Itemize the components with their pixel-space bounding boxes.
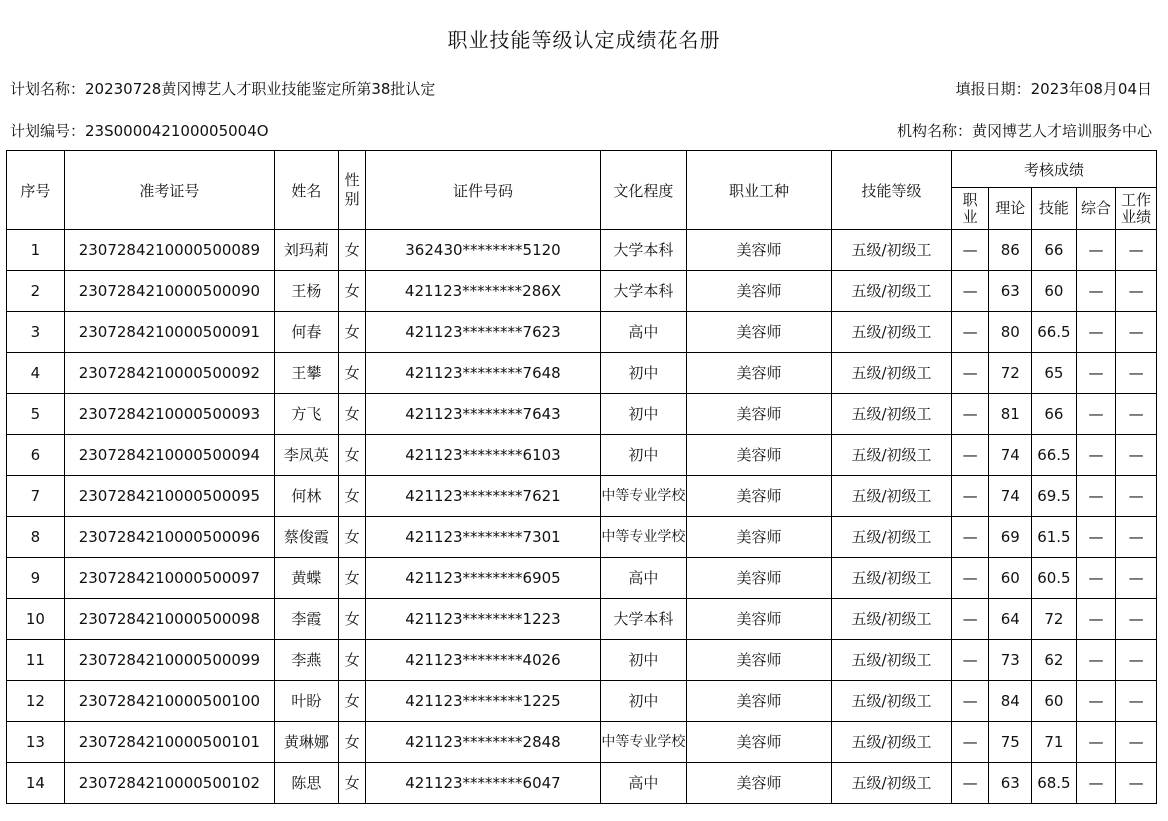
cell-gender: 女 — [338, 763, 365, 804]
table-row — [7, 722, 1157, 763]
cell-skill: 68.5 — [1032, 763, 1077, 804]
cell-theory: 75 — [989, 722, 1032, 763]
cell-name: 王杨 — [274, 271, 338, 312]
cell-occupation: 美容师 — [686, 681, 831, 722]
cell-exam-no: 2307284210000500097 — [64, 558, 274, 599]
cell-occupation: 美容师 — [686, 763, 831, 804]
cell-education: 初中 — [600, 353, 686, 394]
cell-skill-level: 五级/初级工 — [832, 435, 952, 476]
cell-work: — — [1116, 312, 1157, 353]
cell-seq: 7 — [7, 476, 65, 517]
cell-seq: 3 — [7, 312, 65, 353]
cell-work: — — [1116, 558, 1157, 599]
cell-work: — — [1116, 230, 1157, 271]
cell-education: 初中 — [600, 640, 686, 681]
header-ethics — [951, 188, 989, 230]
cell-id-no: 421123********7623 — [366, 312, 600, 353]
cell-occupation: 美容师 — [686, 476, 831, 517]
cell-theory: 72 — [989, 353, 1032, 394]
cell-work: — — [1116, 517, 1157, 558]
cell-ethics: — — [951, 517, 989, 558]
cell-occupation: 美容师 — [686, 353, 831, 394]
cell-id-no: 421123********286X — [366, 271, 600, 312]
cell-ethics: — — [951, 271, 989, 312]
header-gender-line2: 别 — [344, 190, 360, 208]
cell-occupation: 美容师 — [686, 599, 831, 640]
cell-name: 方飞 — [274, 394, 338, 435]
cell-seq: 9 — [7, 558, 65, 599]
cell-exam-no: 2307284210000500102 — [64, 763, 274, 804]
cell-id-no: 421123********6905 — [366, 558, 600, 599]
cell-seq: 5 — [7, 394, 65, 435]
cell-theory: 64 — [989, 599, 1032, 640]
header-overall: 综合 — [1076, 188, 1116, 230]
cell-education: 高中 — [600, 558, 686, 599]
cell-gender: 女 — [338, 353, 365, 394]
table-row — [7, 681, 1157, 722]
cell-education: 大学本科 — [600, 271, 686, 312]
cell-skill: 66 — [1032, 230, 1077, 271]
cell-seq: 10 — [7, 599, 65, 640]
header-skill: 技能 — [1032, 188, 1077, 230]
cell-work: — — [1116, 722, 1157, 763]
table-row — [7, 763, 1157, 804]
cell-overall: — — [1076, 517, 1116, 558]
cell-work: — — [1116, 394, 1157, 435]
header-scores-group: 考核成绩 — [951, 151, 1156, 188]
cell-theory: 69 — [989, 517, 1032, 558]
header-ethics-line1: 职 — [962, 190, 978, 209]
cell-ethics: — — [951, 230, 989, 271]
cell-exam-no: 2307284210000500089 — [64, 230, 274, 271]
cell-skill-level: 五级/初级工 — [832, 394, 952, 435]
cell-id-no: 421123********7301 — [366, 517, 600, 558]
cell-id-no: 421123********7648 — [366, 353, 600, 394]
cell-seq: 13 — [7, 722, 65, 763]
header-id-no: 证件号码 — [366, 151, 600, 230]
cell-work: — — [1116, 640, 1157, 681]
cell-skill-level: 五级/初级工 — [832, 517, 952, 558]
header-work — [1116, 188, 1157, 230]
cell-overall: — — [1076, 394, 1116, 435]
roster-body — [7, 230, 1157, 804]
cell-work: — — [1116, 681, 1157, 722]
cell-skill-level: 五级/初级工 — [832, 476, 952, 517]
cell-gender: 女 — [338, 681, 365, 722]
cell-occupation: 美容师 — [686, 640, 831, 681]
org-name: 机构名称：黄冈博艺人才培训服务中心 — [896, 122, 1152, 140]
cell-overall: — — [1076, 558, 1116, 599]
cell-skill-level: 五级/初级工 — [832, 230, 952, 271]
cell-theory: 60 — [989, 558, 1032, 599]
table-row — [7, 394, 1157, 435]
cell-education: 大学本科 — [600, 230, 686, 271]
cell-id-no: 421123********7621 — [366, 476, 600, 517]
cell-theory: 74 — [989, 476, 1032, 517]
page-title: 职业技能等级认定成绩花名册 — [447, 28, 721, 52]
cell-theory: 74 — [989, 435, 1032, 476]
table-row — [7, 517, 1157, 558]
cell-skill: 72 — [1032, 599, 1077, 640]
cell-id-no: 421123********6047 — [366, 763, 600, 804]
cell-occupation: 美容师 — [686, 517, 831, 558]
cell-occupation: 美容师 — [686, 394, 831, 435]
header-occupation: 职业工种 — [686, 151, 831, 230]
cell-gender: 女 — [338, 599, 365, 640]
cell-ethics: — — [951, 435, 989, 476]
cell-occupation: 美容师 — [686, 722, 831, 763]
cell-gender: 女 — [338, 312, 365, 353]
cell-work: — — [1116, 435, 1157, 476]
score-roster-table — [6, 150, 1157, 804]
cell-id-no: 421123********1225 — [366, 681, 600, 722]
cell-ethics: — — [951, 312, 989, 353]
cell-name: 李燕 — [274, 640, 338, 681]
header-seq: 序号 — [7, 151, 65, 230]
cell-seq: 2 — [7, 271, 65, 312]
cell-name: 陈思 — [274, 763, 338, 804]
cell-id-no: 421123********7643 — [366, 394, 600, 435]
cell-gender: 女 — [338, 435, 365, 476]
cell-gender: 女 — [338, 640, 365, 681]
cell-theory: 84 — [989, 681, 1032, 722]
cell-seq: 6 — [7, 435, 65, 476]
cell-education: 初中 — [600, 681, 686, 722]
cell-name: 何春 — [274, 312, 338, 353]
table-row — [7, 271, 1157, 312]
cell-theory: 63 — [989, 271, 1032, 312]
header-theory: 理论 — [989, 188, 1032, 230]
cell-exam-no: 2307284210000500101 — [64, 722, 274, 763]
cell-gender: 女 — [338, 476, 365, 517]
cell-skill-level: 五级/初级工 — [832, 312, 952, 353]
cell-name: 李凤英 — [274, 435, 338, 476]
cell-seq: 4 — [7, 353, 65, 394]
table-row — [7, 558, 1157, 599]
cell-theory: 80 — [989, 312, 1032, 353]
cell-skill-level: 五级/初级工 — [832, 558, 952, 599]
cell-gender: 女 — [338, 230, 365, 271]
cell-overall: — — [1076, 230, 1116, 271]
cell-name: 叶盼 — [274, 681, 338, 722]
cell-theory: 81 — [989, 394, 1032, 435]
cell-skill: 66.5 — [1032, 435, 1077, 476]
cell-skill: 66 — [1032, 394, 1077, 435]
cell-skill: 61.5 — [1032, 517, 1077, 558]
table-row — [7, 312, 1157, 353]
cell-exam-no: 2307284210000500098 — [64, 599, 274, 640]
cell-exam-no: 2307284210000500091 — [64, 312, 274, 353]
table-row — [7, 640, 1157, 681]
cell-ethics: — — [951, 599, 989, 640]
cell-overall: — — [1076, 681, 1116, 722]
cell-ethics: — — [951, 681, 989, 722]
cell-education: 初中 — [600, 394, 686, 435]
cell-education: 大学本科 — [600, 599, 686, 640]
header-name: 姓名 — [274, 151, 338, 230]
header-work-line1: 工作 — [1121, 190, 1152, 209]
cell-education: 中等专业学校 — [600, 476, 686, 517]
cell-overall: — — [1076, 271, 1116, 312]
cell-skill: 60 — [1032, 681, 1077, 722]
cell-ethics: — — [951, 353, 989, 394]
table-row — [7, 230, 1157, 271]
cell-gender: 女 — [338, 722, 365, 763]
cell-education: 中等专业学校 — [600, 517, 686, 558]
cell-overall: — — [1076, 640, 1116, 681]
cell-exam-no: 2307284210000500093 — [64, 394, 274, 435]
cell-exam-no: 2307284210000500094 — [64, 435, 274, 476]
plan-number: 计划编号：23S000042100005004O — [10, 122, 269, 140]
cell-id-no: 421123********2848 — [366, 722, 600, 763]
cell-id-no: 421123********4026 — [366, 640, 600, 681]
cell-skill-level: 五级/初级工 — [832, 763, 952, 804]
cell-gender: 女 — [338, 271, 365, 312]
cell-skill: 60.5 — [1032, 558, 1077, 599]
cell-gender: 女 — [338, 394, 365, 435]
cell-overall: — — [1076, 476, 1116, 517]
cell-exam-no: 2307284210000500092 — [64, 353, 274, 394]
cell-ethics: — — [951, 722, 989, 763]
cell-seq: 1 — [7, 230, 65, 271]
cell-name: 刘玛莉 — [274, 230, 338, 271]
cell-seq: 14 — [7, 763, 65, 804]
cell-ethics: — — [951, 640, 989, 681]
cell-id-no: 362430********5120 — [366, 230, 600, 271]
cell-name: 李霞 — [274, 599, 338, 640]
cell-occupation: 美容师 — [686, 312, 831, 353]
cell-name: 何林 — [274, 476, 338, 517]
cell-skill-level: 五级/初级工 — [832, 640, 952, 681]
cell-id-no: 421123********1223 — [366, 599, 600, 640]
cell-work: — — [1116, 763, 1157, 804]
cell-occupation: 美容师 — [686, 558, 831, 599]
cell-skill: 60 — [1032, 271, 1077, 312]
table-row — [7, 353, 1157, 394]
cell-exam-no: 2307284210000500099 — [64, 640, 274, 681]
cell-skill: 71 — [1032, 722, 1077, 763]
cell-overall: — — [1076, 722, 1116, 763]
cell-work: — — [1116, 353, 1157, 394]
cell-name: 王攀 — [274, 353, 338, 394]
table-row — [7, 599, 1157, 640]
cell-skill: 66.5 — [1032, 312, 1077, 353]
cell-name: 黄蝶 — [274, 558, 338, 599]
cell-occupation: 美容师 — [686, 435, 831, 476]
cell-skill: 65 — [1032, 353, 1077, 394]
cell-work: — — [1116, 599, 1157, 640]
cell-ethics: — — [951, 558, 989, 599]
cell-skill-level: 五级/初级工 — [832, 722, 952, 763]
report-date: 填报日期：2023年08月04日 — [955, 80, 1152, 98]
cell-seq: 8 — [7, 517, 65, 558]
cell-education: 高中 — [600, 312, 686, 353]
header-gender — [338, 151, 365, 230]
cell-gender: 女 — [338, 558, 365, 599]
cell-exam-no: 2307284210000500090 — [64, 271, 274, 312]
table-row — [7, 476, 1157, 517]
cell-overall: — — [1076, 599, 1116, 640]
header-gender-line1: 性 — [344, 171, 360, 189]
cell-work: — — [1116, 476, 1157, 517]
cell-seq: 11 — [7, 640, 65, 681]
cell-occupation: 美容师 — [686, 271, 831, 312]
header-exam-no: 准考证号 — [64, 151, 274, 230]
cell-education: 高中 — [600, 763, 686, 804]
table-row — [7, 435, 1157, 476]
cell-ethics: — — [951, 394, 989, 435]
cell-overall: — — [1076, 312, 1116, 353]
cell-work: — — [1116, 271, 1157, 312]
cell-id-no: 421123********6103 — [366, 435, 600, 476]
plan-name: 计划名称：20230728黄冈博艺人才职业技能鉴定所第38批认定 — [10, 80, 436, 98]
cell-skill-level: 五级/初级工 — [832, 681, 952, 722]
cell-occupation: 美容师 — [686, 230, 831, 271]
cell-exam-no: 2307284210000500095 — [64, 476, 274, 517]
header-education: 文化程度 — [600, 151, 686, 230]
cell-skill: 69.5 — [1032, 476, 1077, 517]
cell-ethics: — — [951, 476, 989, 517]
header-work-line2: 业绩 — [1121, 207, 1152, 226]
cell-skill-level: 五级/初级工 — [832, 271, 952, 312]
cell-gender: 女 — [338, 517, 365, 558]
cell-exam-no: 2307284210000500096 — [64, 517, 274, 558]
cell-name: 黄琳娜 — [274, 722, 338, 763]
cell-name: 蔡俊霞 — [274, 517, 338, 558]
cell-seq: 12 — [7, 681, 65, 722]
cell-theory: 73 — [989, 640, 1032, 681]
cell-exam-no: 2307284210000500100 — [64, 681, 274, 722]
cell-overall: — — [1076, 353, 1116, 394]
cell-theory: 86 — [989, 230, 1032, 271]
cell-theory: 63 — [989, 763, 1032, 804]
cell-skill: 62 — [1032, 640, 1077, 681]
cell-education: 中等专业学校 — [600, 722, 686, 763]
header-skill-level: 技能等级 — [832, 151, 952, 230]
header-ethics-line2: 业 — [962, 207, 978, 226]
cell-overall: — — [1076, 763, 1116, 804]
cell-skill-level: 五级/初级工 — [832, 599, 952, 640]
cell-overall: — — [1076, 435, 1116, 476]
cell-education: 初中 — [600, 435, 686, 476]
cell-ethics: — — [951, 763, 989, 804]
cell-skill-level: 五级/初级工 — [832, 353, 952, 394]
